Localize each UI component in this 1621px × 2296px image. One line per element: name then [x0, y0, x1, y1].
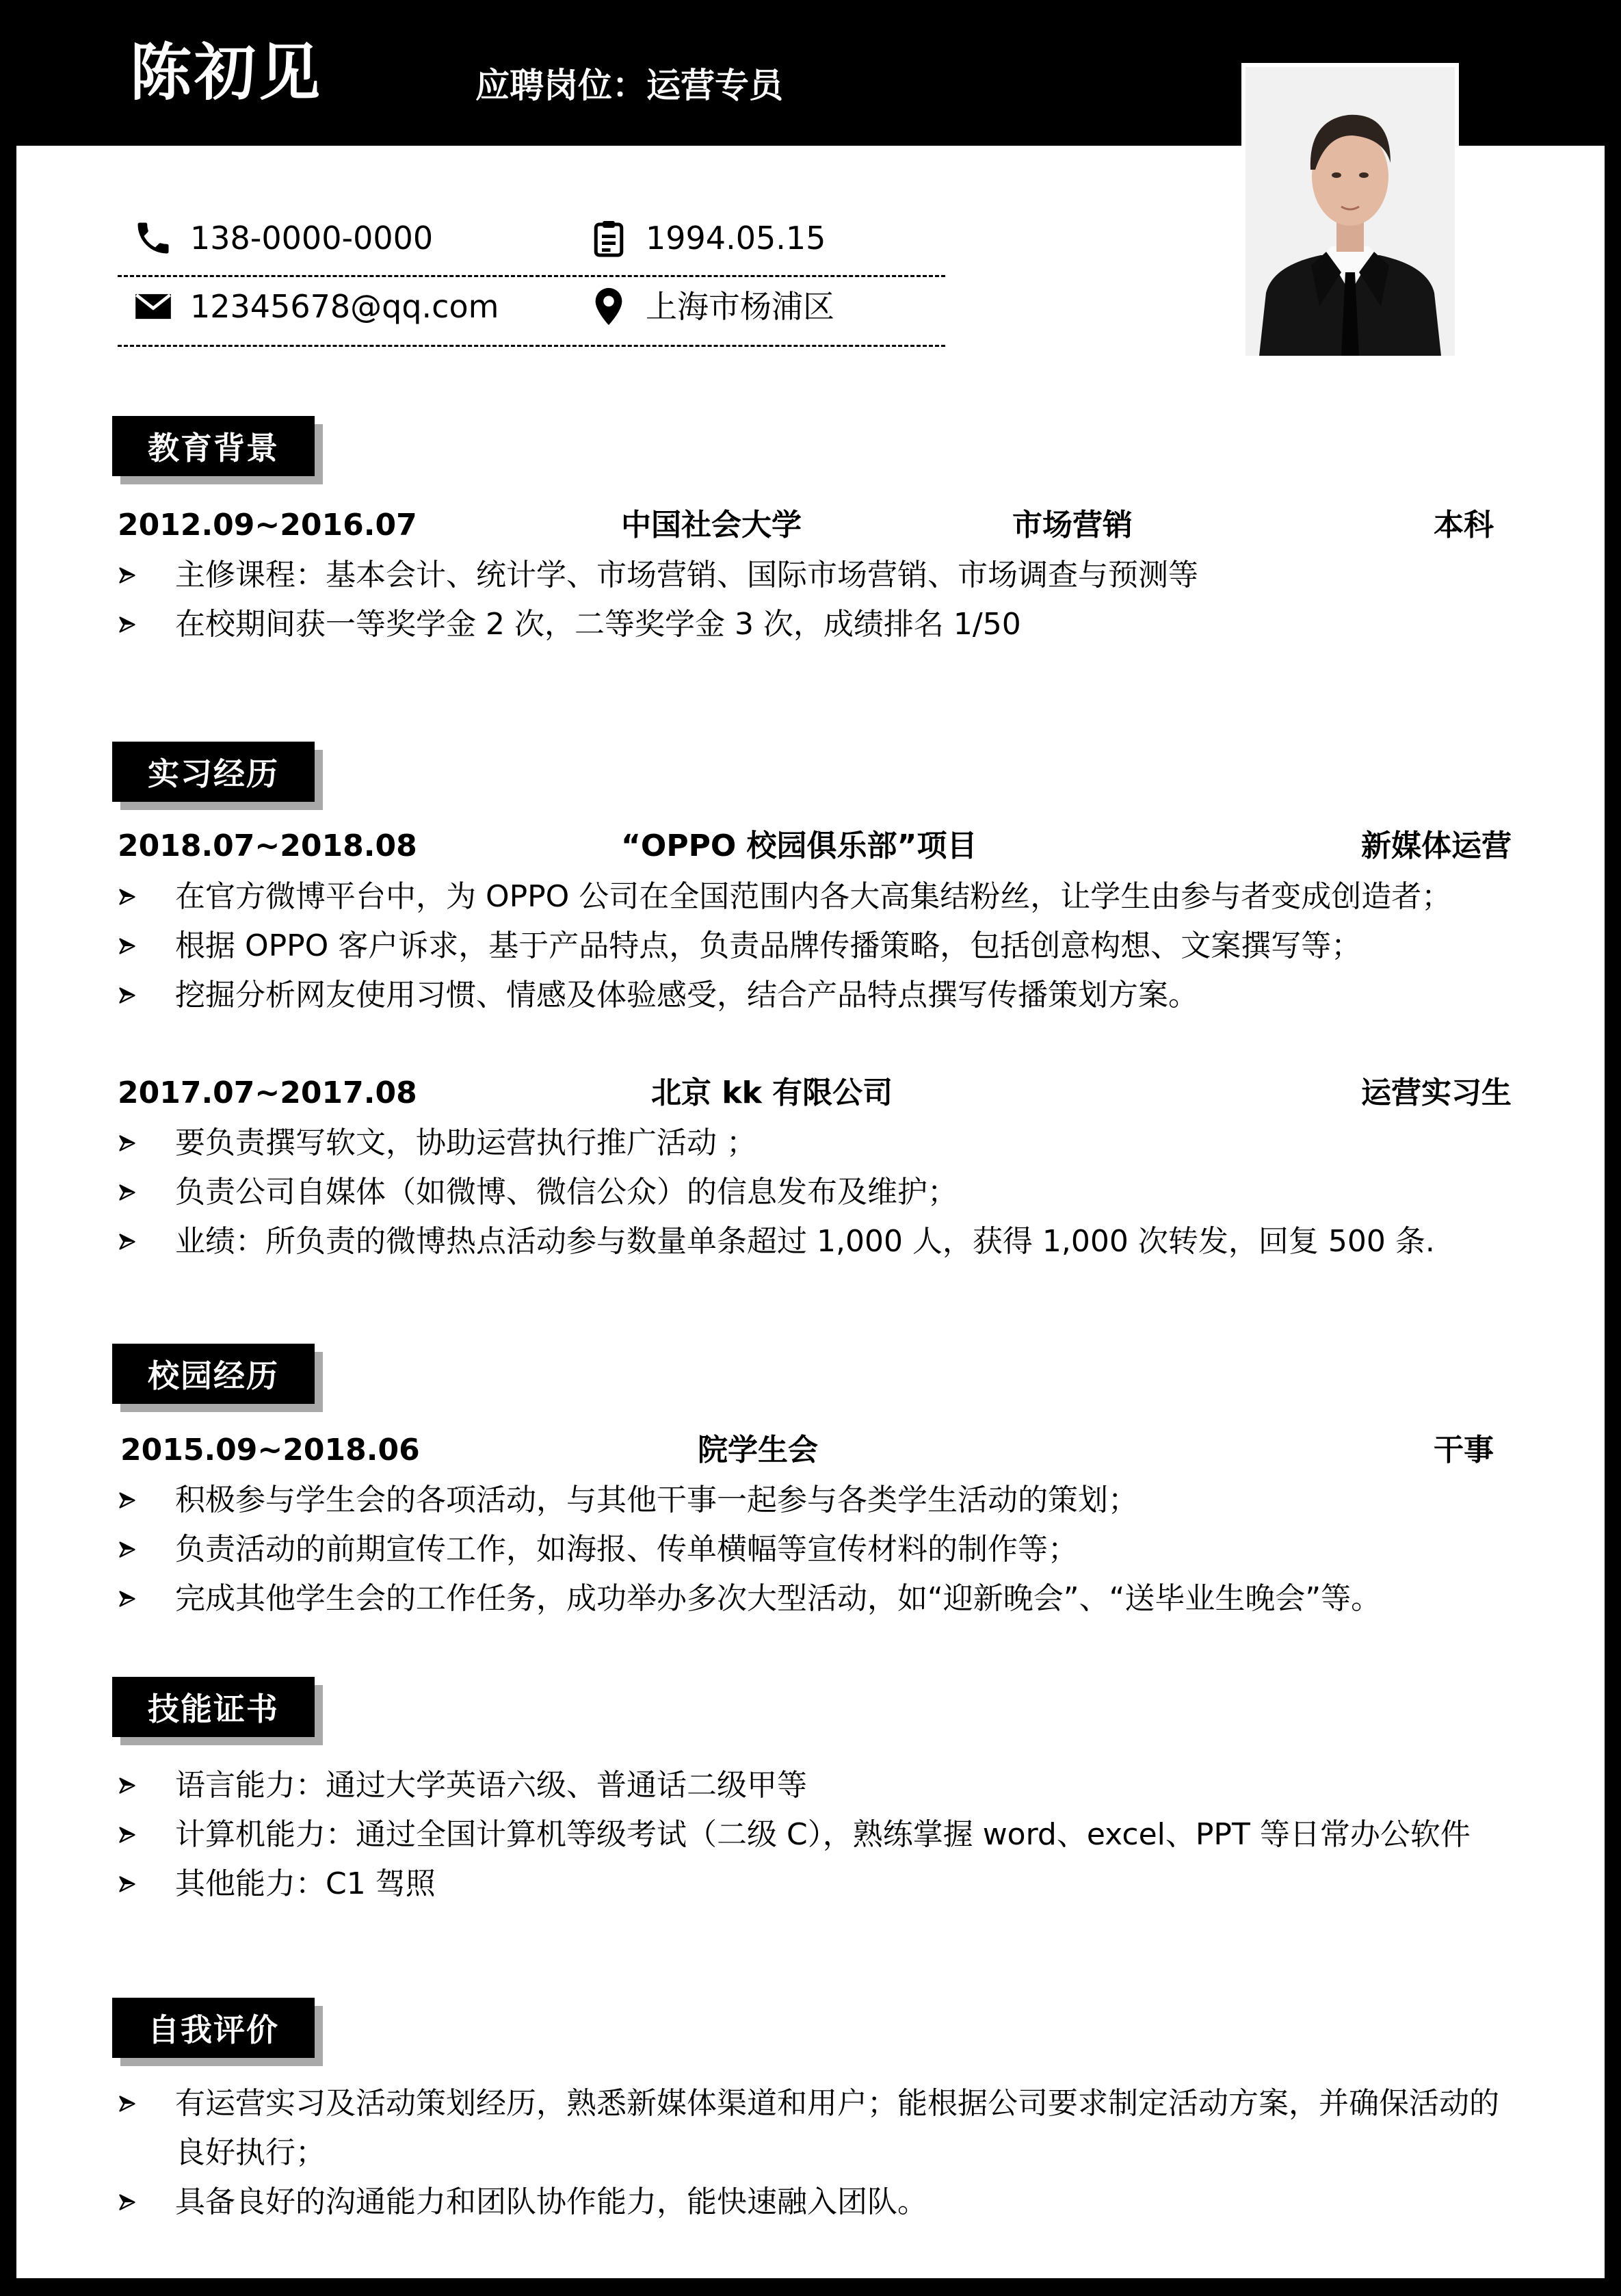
- internship-role: 新媒体运营: [1361, 829, 1512, 863]
- list-item: 完成其他学生会的工作任务，成功举办多次大型活动，如“迎新晚会”、“送毕业生晚会”等。: [118, 1574, 1513, 1623]
- list-item: 负责活动的前期宣传工作，如海报、传单横幅等宣传材料的制作等；: [118, 1525, 1513, 1574]
- education-school: 中国社会大学: [621, 508, 802, 543]
- section-title-skills: 技能证书: [112, 1677, 315, 1737]
- list-item: 具备良好的沟通能力和团队协作能力，能快速融入团队。: [118, 2178, 1513, 2227]
- contact-divider: [118, 345, 945, 347]
- contact-email: [131, 285, 499, 328]
- arrowhead-bullet-icon: [118, 1525, 145, 1574]
- list-item: 计算机能力：通过全国计算机等级考试（二级 C），熟练掌握 word、excel、PPT 等日常办公软件: [118, 1810, 1513, 1860]
- arrowhead-bullet-icon: [118, 1168, 145, 1217]
- list-item: 语言能力：通过大学英语六级、普通话二级甲等: [118, 1761, 1513, 1810]
- list-item: 主修课程：基本会计、统计学、市场营销、国际市场营销、市场调查与预测等: [118, 551, 1513, 600]
- contact-birth: [587, 216, 826, 260]
- education-entry-header: [118, 505, 1520, 546]
- candidate-name: 陈初见: [130, 37, 323, 109]
- map-pin-icon: [587, 285, 631, 328]
- list-item: 其他能力：C1 驾照: [118, 1860, 1513, 1909]
- arrowhead-bullet-icon: [118, 922, 145, 971]
- list-item: 在官方微博平台中，为 OPPO 公司在全国范围内各大高集结粉丝，让学生由参与者变成创造者；: [118, 872, 1513, 922]
- education-date: 2012.09~2016.07: [118, 508, 417, 543]
- contact-location: [587, 285, 834, 328]
- section-title-education: 教育背景: [112, 416, 315, 476]
- list-item: 要负责撰写软文，协助运营执行推广活动 ；: [118, 1119, 1513, 1168]
- arrowhead-bullet-icon: [118, 2178, 145, 2227]
- arrowhead-bullet-icon: [118, 971, 145, 1020]
- list-item: 有运营实习及活动策划经历，熟悉新媒体渠道和用户；能根据公司要求制定活动方案，并确保活动的良好执行；: [118, 2079, 1520, 2178]
- list-item: 挖掘分析网友使用习惯、情感及体验感受，结合产品特点撰写传播策划方案。: [118, 971, 1513, 1020]
- campus-org: 院学生会: [698, 1433, 818, 1467]
- arrowhead-bullet-icon: [118, 872, 145, 922]
- clipboard-icon: [587, 216, 631, 260]
- internship-org: 北京 kk 有限公司: [651, 1075, 893, 1110]
- envelope-icon: [131, 285, 175, 328]
- list-item: 在校期间获一等奖学金 2 次，二等奖学金 3 次，成绩排名 1/50: [118, 600, 1513, 649]
- internship-date: 2018.07~2018.08: [118, 829, 417, 863]
- campus-date: 2015.09~2018.06: [120, 1433, 420, 1467]
- arrowhead-bullet-icon: [118, 1810, 145, 1860]
- list-item: 积极参与学生会的各项活动，与其他干事一起参与各类学生活动的策划；: [118, 1476, 1513, 1525]
- arrowhead-bullet-icon: [118, 1761, 145, 1810]
- arrowhead-bullet-icon: [118, 1217, 145, 1266]
- arrowhead-bullet-icon: [118, 1860, 145, 1909]
- location-text: 上海市杨浦区: [646, 288, 834, 325]
- section-title-self-evaluation: 自我评价: [112, 1998, 315, 2058]
- job-title: 应聘岗位：运营专员: [475, 66, 783, 105]
- birth-date: 1994.05.15: [646, 220, 826, 257]
- list-item: 负责公司自媒体（如微博、微信公众）的信息发布及维护；: [118, 1168, 1513, 1217]
- arrowhead-bullet-icon: [118, 600, 145, 649]
- arrowhead-bullet-icon: [118, 551, 145, 600]
- internship-org: “OPPO 校园俱乐部”项目: [621, 829, 977, 863]
- list-item: 业绩：所负责的微博热点活动参与数量单条超过 1,000 人，获得 1,000 次转发，回复 500 条.: [118, 1217, 1513, 1266]
- arrowhead-bullet-icon: [118, 1119, 145, 1168]
- internship-role: 运营实习生: [1361, 1075, 1512, 1110]
- list-item: 根据 OPPO 客户诉求，基于产品特点，负责品牌传播策略，包括创意构想、文案撰写等；: [118, 922, 1513, 971]
- arrowhead-bullet-icon: [118, 1574, 145, 1623]
- profile-photo: [1241, 63, 1459, 360]
- campus-entry-header: [118, 1430, 1520, 1471]
- arrowhead-bullet-icon: [118, 1476, 145, 1525]
- internship-entry-header: [118, 826, 1520, 867]
- contact-phone: [131, 216, 433, 260]
- arrowhead-bullet-icon: [118, 2079, 145, 2128]
- phone-icon: [131, 216, 175, 260]
- phone-number: 138-0000-0000: [190, 220, 434, 257]
- email-address: 12345678@qq.com: [190, 288, 499, 325]
- section-title-internship: 实习经历: [112, 742, 315, 802]
- contact-divider: [118, 275, 945, 277]
- internship-date: 2017.07~2017.08: [118, 1075, 417, 1110]
- internship-entry-header: [118, 1073, 1520, 1114]
- section-title-campus: 校园经历: [112, 1344, 315, 1404]
- campus-role: 干事: [1434, 1433, 1494, 1467]
- education-degree: 本科: [1434, 508, 1494, 543]
- education-major: 市场营销: [1012, 508, 1133, 543]
